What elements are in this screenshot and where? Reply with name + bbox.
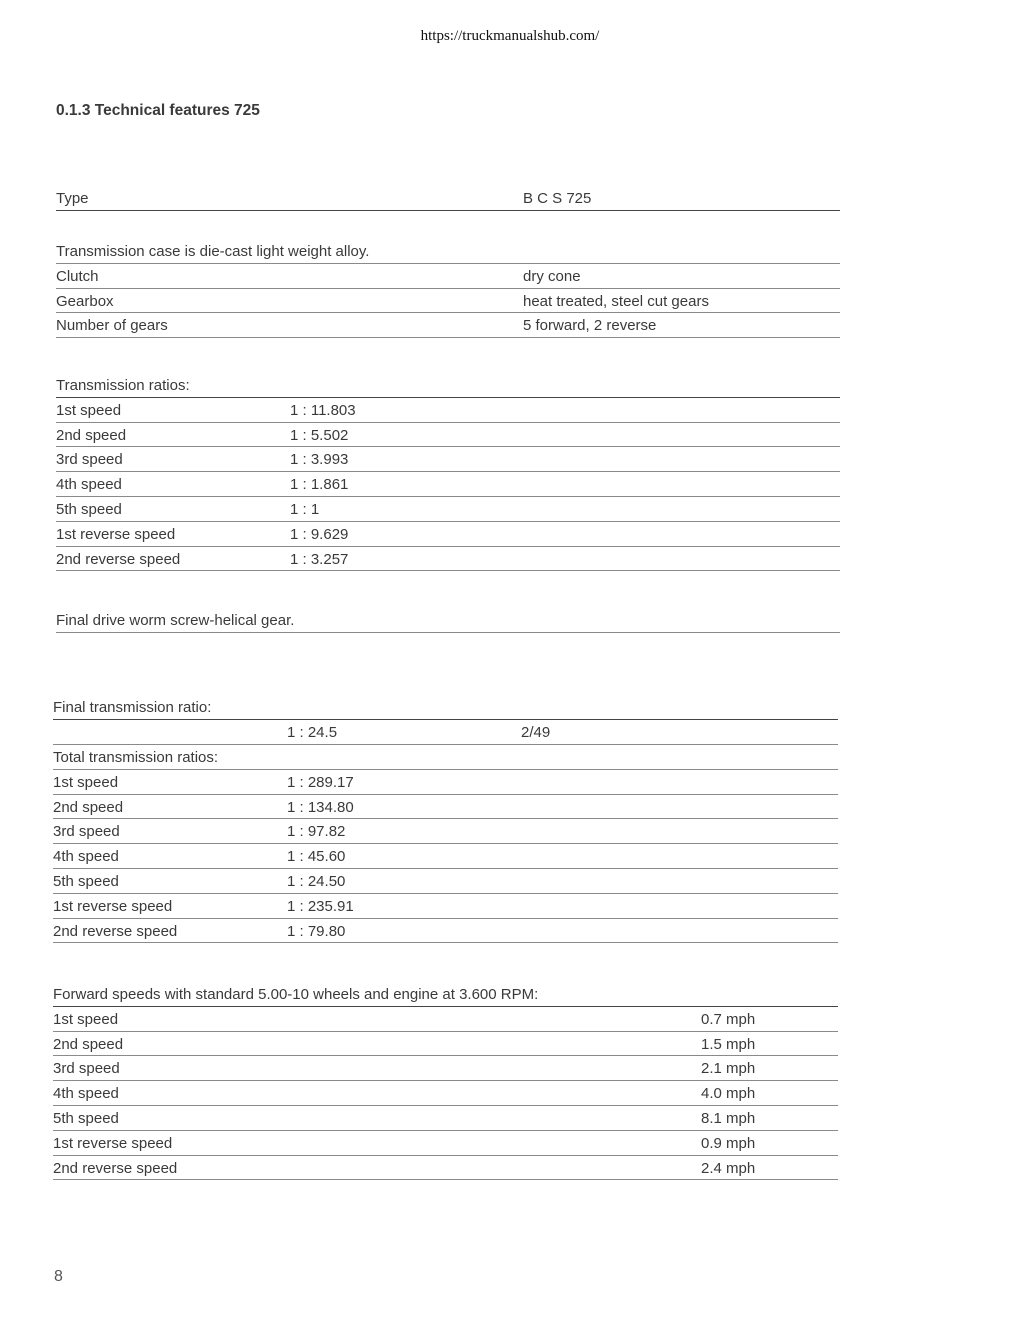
ratio-value: 1 : 1: [290, 500, 320, 518]
speed-label: 3rd speed: [53, 1060, 120, 1078]
type-row: [56, 186, 840, 211]
speed-label: 1st reverse speed: [53, 1134, 173, 1152]
total-ratio-label: 1st speed: [53, 773, 119, 791]
type-value: B C S 725: [523, 190, 592, 207]
total-ratio-value: 1 : 134.80: [287, 798, 354, 816]
forward-speeds-heading-row: [53, 982, 838, 1007]
page-title: 0.1.3 Technical features 725: [56, 102, 260, 119]
transmission-ratios-heading-row: [56, 373, 840, 398]
ratio-row: [56, 447, 840, 472]
ratio-row: [56, 547, 840, 572]
speed-row: [53, 1032, 838, 1057]
total-ratios-section: [53, 745, 838, 943]
ratio-row: [56, 423, 840, 448]
speed-value: 2.1 mph: [701, 1060, 756, 1078]
speed-value: 4.0 mph: [701, 1085, 756, 1103]
speed-row: [53, 1131, 838, 1156]
final-ratio-heading: Final transmission ratio:: [53, 699, 212, 716]
ratio-value: 1 : 3.993: [290, 451, 349, 469]
speed-value: 2.4 mph: [701, 1159, 756, 1177]
final-drive-heading: Final drive worm screw-helical gear.: [56, 612, 295, 629]
final-ratio-teeth: 2/49: [521, 723, 551, 741]
total-ratio-value: 1 : 235.91: [287, 897, 354, 915]
transmission-case-heading: Transmission case is die-cast light weight alloy.: [56, 243, 370, 260]
final-drive-section: [56, 608, 840, 633]
spec-label: Clutch: [56, 267, 99, 285]
total-ratio-value: 1 : 97.82: [287, 823, 346, 841]
spec-row: [56, 264, 840, 289]
total-ratio-label: 5th speed: [53, 872, 119, 890]
total-ratio-row: [53, 869, 838, 894]
speed-label: 5th speed: [53, 1109, 119, 1127]
total-ratios-heading-row: [53, 745, 838, 770]
final-ratio-heading-row: [53, 695, 838, 720]
speed-row: [53, 1156, 838, 1181]
forward-speeds-section: [53, 982, 838, 1180]
total-ratio-value: 1 : 45.60: [287, 848, 346, 866]
total-ratio-row: [53, 844, 838, 869]
total-ratios-heading: Total transmission ratios:: [53, 749, 219, 766]
total-ratio-label: 2nd speed: [53, 798, 124, 816]
ratio-label: 2nd reverse speed: [56, 550, 181, 568]
ratio-label: 1st reverse speed: [56, 525, 176, 543]
speed-row: [53, 1081, 838, 1106]
speed-row: [53, 1056, 838, 1081]
speed-label: 1st speed: [53, 1010, 119, 1028]
speed-value: 1.5 mph: [701, 1035, 756, 1053]
transmission-ratios-section: [56, 373, 840, 571]
total-ratio-value: 1 : 24.50: [287, 872, 346, 890]
spec-value: 5 forward, 2 reverse: [523, 317, 657, 335]
speed-row: [53, 1007, 838, 1032]
speed-value: 0.7 mph: [701, 1010, 756, 1028]
speed-value: 0.9 mph: [701, 1134, 756, 1152]
type-label: Type: [56, 190, 89, 207]
total-ratio-value: 1 : 289.17: [287, 773, 354, 791]
spec-value: dry cone: [523, 267, 581, 285]
total-ratio-row: [53, 770, 838, 795]
transmission-case-section: [56, 239, 840, 338]
ratio-value: 1 : 9.629: [290, 525, 349, 543]
total-ratio-label: 2nd reverse speed: [53, 922, 178, 940]
ratio-row: [56, 472, 840, 497]
total-ratio-row: [53, 795, 838, 820]
ratio-row: [56, 522, 840, 547]
spec-row: [56, 313, 840, 338]
ratio-label: 4th speed: [56, 476, 122, 494]
type-section: [56, 186, 840, 211]
total-ratio-row: [53, 919, 838, 944]
ratio-label: 1st speed: [56, 401, 122, 419]
final-ratio-row: [53, 720, 838, 745]
total-ratio-row: [53, 894, 838, 919]
speed-value: 8.1 mph: [701, 1109, 756, 1127]
ratio-row: [56, 398, 840, 423]
ratio-label: 5th speed: [56, 500, 122, 518]
spec-label: Gearbox: [56, 292, 114, 310]
speed-label: 4th speed: [53, 1085, 119, 1103]
spec-label: Number of gears: [56, 317, 168, 335]
spec-value: heat treated, steel cut gears: [523, 292, 709, 310]
ratio-value: 1 : 3.257: [290, 550, 349, 568]
final-ratio-section: [53, 695, 838, 745]
ratio-value: 1 : 1.861: [290, 476, 349, 494]
spec-row: [56, 289, 840, 314]
speed-label: 2nd speed: [53, 1035, 124, 1053]
final-ratio-value: 1 : 24.5: [287, 723, 338, 741]
ratio-value: 1 : 5.502: [290, 426, 349, 444]
ratio-row: [56, 497, 840, 522]
speed-row: [53, 1106, 838, 1131]
total-ratio-label: 3rd speed: [53, 823, 120, 841]
final-drive-row: [56, 608, 840, 633]
source-url[interactable]: https://truckmanualshub.com/: [420, 28, 600, 44]
page-number: 8: [54, 1268, 63, 1285]
total-ratio-row: [53, 819, 838, 844]
transmission-ratios-heading: Transmission ratios:: [56, 377, 190, 394]
ratio-label: 3rd speed: [56, 451, 123, 469]
speed-label: 2nd reverse speed: [53, 1159, 178, 1177]
transmission-case-heading-row: [56, 239, 840, 264]
forward-speeds-heading: Forward speeds with standard 5.00-10 wheels and engine at 3.600 RPM:: [53, 986, 539, 1003]
total-ratio-value: 1 : 79.80: [287, 922, 346, 940]
total-ratio-label: 4th speed: [53, 848, 119, 866]
total-ratio-label: 1st reverse speed: [53, 897, 173, 915]
ratio-label: 2nd speed: [56, 426, 127, 444]
ratio-value: 1 : 11.803: [290, 401, 356, 419]
